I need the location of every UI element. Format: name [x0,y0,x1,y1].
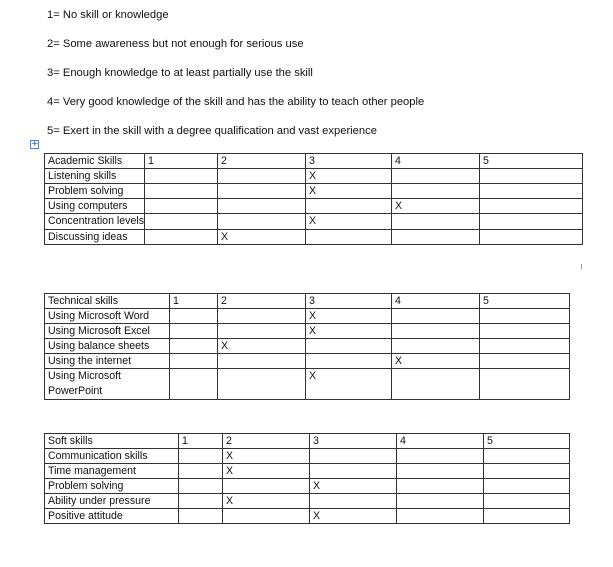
header-cell-2[interactable]: 2 [218,154,306,169]
rating-cell[interactable] [170,354,218,369]
skill-cell[interactable]: Positive attitude [45,509,179,524]
move-arrows-icon[interactable]: + [31,139,39,149]
header-cell-1[interactable]: 1 [145,154,218,169]
table-header-row [45,294,570,309]
rating-cell[interactable] [179,464,223,479]
table-row [45,509,570,524]
rating-cell[interactable]: X [306,369,392,400]
technical-skills-table [44,293,570,400]
rating-cell[interactable]: X [392,199,480,214]
rating-cell[interactable] [397,464,484,479]
table-header-row [45,434,570,449]
rating-cell[interactable] [218,199,306,214]
rating-cell[interactable] [480,169,583,184]
rating-cell[interactable] [392,169,480,184]
skill-cell[interactable]: Problem solving [45,479,179,494]
skill-cell[interactable]: Concentration levels [45,214,145,230]
rating-cell[interactable] [392,184,480,199]
rating-cell[interactable]: X [306,309,392,324]
skill-cell[interactable]: Time management [45,464,179,479]
rating-cell[interactable] [480,230,583,245]
rating-cell[interactable]: X [306,184,392,199]
header-cell-3[interactable]: 3 [310,434,397,449]
rating-cell[interactable] [397,479,484,494]
rating-cell[interactable]: X [306,214,392,230]
rating-cell[interactable] [223,509,310,524]
skill-cell[interactable]: Discussing ideas [45,230,145,245]
table-row [45,449,570,464]
rating-cell[interactable] [397,494,484,509]
rating-cell[interactable] [170,324,218,339]
rating-cell[interactable]: X [218,230,306,245]
rating-cell[interactable] [480,324,570,339]
rating-cell[interactable] [484,509,570,524]
rating-cell[interactable] [480,354,570,369]
header-cell-4[interactable]: 4 [397,434,484,449]
rating-cell[interactable] [480,309,570,324]
rating-cell[interactable] [310,494,397,509]
rating-cell[interactable] [397,509,484,524]
rating-cell[interactable]: X [310,479,397,494]
rating-cell[interactable] [306,230,392,245]
header-cell-3[interactable]: 3 [306,294,392,309]
header-cell-5[interactable]: 5 [484,434,570,449]
rating-cell[interactable]: X [223,449,310,464]
rating-cell[interactable] [484,464,570,479]
rating-cell[interactable] [397,449,484,464]
rating-cell[interactable] [306,199,392,214]
rating-cell[interactable] [392,324,480,339]
rating-cell[interactable] [310,449,397,464]
rating-cell[interactable] [392,214,480,230]
rating-cell[interactable] [306,354,392,369]
skill-cell[interactable]: Communication skills [45,449,179,464]
rating-cell[interactable]: X [306,169,392,184]
header-cell-1[interactable]: 1 [170,294,218,309]
rating-cell[interactable] [480,214,583,230]
table-row [45,309,570,324]
rating-cell[interactable] [170,309,218,324]
header-cell-2[interactable]: 2 [218,294,306,309]
rating-cell[interactable] [392,230,480,245]
header-cell-5[interactable]: 5 [480,294,570,309]
rating-cell[interactable]: X [310,509,397,524]
legend-line-3: 3= Enough knowledge to at least partially use the skill [47,67,313,79]
header-cell-skill[interactable]: Academic Skills [45,154,145,169]
rating-cell[interactable]: X [392,354,480,369]
table-row [45,494,570,509]
table-row [45,324,570,339]
header-cell-1[interactable]: 1 [179,434,223,449]
skill-cell[interactable]: Using Microsoft Word [45,309,170,324]
skill-cell[interactable]: Using Microsoft Excel [45,324,170,339]
rating-cell[interactable] [145,230,218,245]
rating-cell[interactable] [170,369,218,400]
rating-cell[interactable] [306,339,392,354]
rating-cell[interactable] [145,199,218,214]
table-row [45,184,583,199]
legend-line-4: 4= Very good knowledge of the skill and has the ability to teach other people [47,96,425,108]
skill-cell[interactable]: Listening skills [45,169,145,184]
header-cell-skill[interactable]: Technical skills [45,294,170,309]
skill-cell[interactable]: Problem solving [45,184,145,199]
rating-cell[interactable] [218,369,306,400]
table-resize-handle[interactable] [581,264,582,269]
rating-cell[interactable] [218,324,306,339]
rating-cell[interactable] [484,449,570,464]
legend-line-2: 2= Some awareness but not enough for serious use [47,38,304,50]
table-row [45,479,570,494]
rating-cell[interactable] [223,479,310,494]
table-row [45,230,583,245]
rating-cell[interactable] [218,184,306,199]
table-row [45,354,570,369]
rating-cell[interactable] [484,479,570,494]
rating-cell[interactable] [145,184,218,199]
rating-cell[interactable] [310,464,397,479]
rating-cell[interactable]: X [223,494,310,509]
header-cell-4[interactable]: 4 [392,294,480,309]
rating-cell[interactable] [145,214,218,230]
soft-skills-table [44,433,570,524]
rating-cell[interactable] [170,339,218,354]
table-header-row [45,154,583,169]
table-row [45,339,570,354]
table-row [45,214,583,230]
rating-cell[interactable] [480,369,570,400]
skill-cell[interactable]: Using the internet [45,354,170,369]
legend-line-1: 1= No skill or knowledge [47,9,169,21]
rating-cell[interactable] [218,169,306,184]
header-cell-skill[interactable]: Soft skills [45,434,179,449]
rating-cell[interactable] [179,449,223,464]
rating-cell[interactable] [179,479,223,494]
header-cell-3[interactable]: 3 [306,154,392,169]
academic-skills-table [44,153,583,245]
skill-cell[interactable]: Using computers [45,199,145,214]
rating-cell[interactable] [145,169,218,184]
rating-cell[interactable] [480,199,583,214]
skill-cell[interactable]: Using balance sheets [45,339,170,354]
table-row [45,169,583,184]
table-row [45,199,583,214]
rating-cell[interactable] [179,509,223,524]
rating-cell[interactable] [480,339,570,354]
rating-cell[interactable]: X [223,464,310,479]
rating-cell[interactable] [218,214,306,230]
rating-cell[interactable] [392,339,480,354]
rating-cell[interactable] [179,494,223,509]
header-cell-2[interactable]: 2 [223,434,310,449]
header-cell-5[interactable]: 5 [480,154,583,169]
table-row [45,369,570,400]
rating-cell[interactable] [218,309,306,324]
rating-cell[interactable]: X [218,339,306,354]
rating-cell[interactable] [218,354,306,369]
rating-cell[interactable] [392,369,480,400]
legend-line-5: 5= Exert in the skill with a degree qualification and vast experience [47,125,377,137]
rating-cell[interactable] [392,309,480,324]
header-cell-4[interactable]: 4 [392,154,480,169]
skill-cell[interactable]: Ability under pressure [45,494,179,509]
table-row [45,464,570,479]
rating-cell[interactable] [480,184,583,199]
rating-cell[interactable]: X [306,324,392,339]
rating-cell[interactable] [484,494,570,509]
skill-cell[interactable]: Using Microsoft PowerPoint [45,369,170,400]
